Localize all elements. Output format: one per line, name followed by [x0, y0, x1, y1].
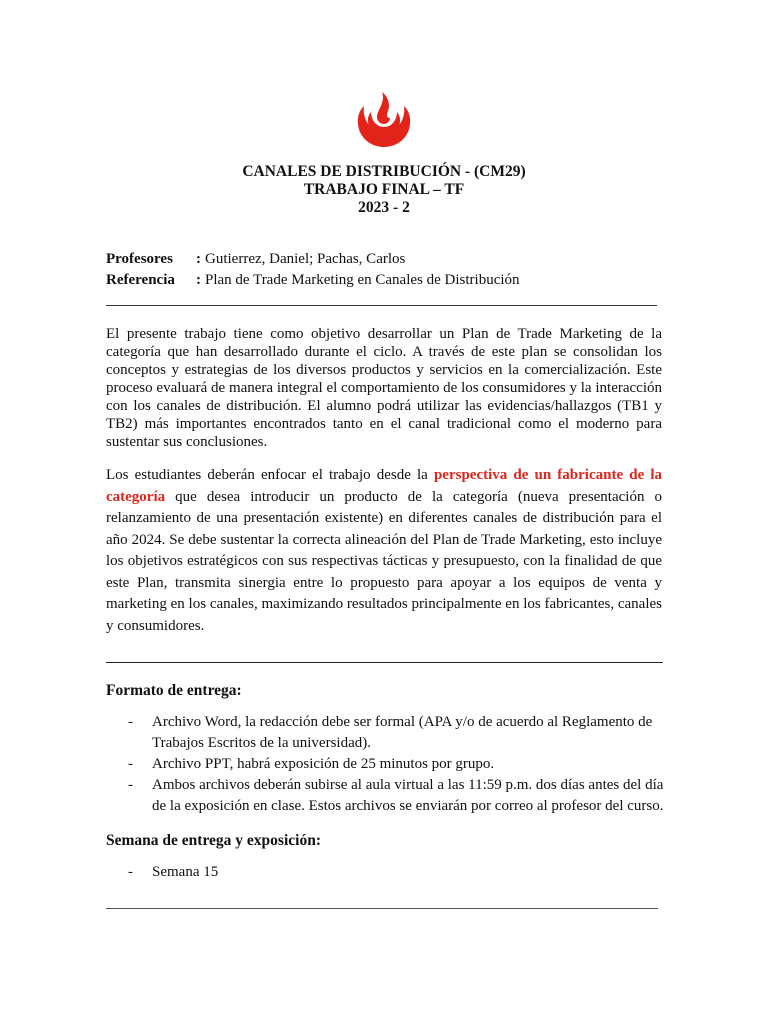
- list-item: [106, 712, 666, 754]
- bullet-dash: -: [128, 714, 133, 730]
- bullet-dash: -: [128, 777, 133, 793]
- referencia-value: Plan de Trade Marketing en Canales de Distribución: [205, 272, 520, 288]
- intro-paragraph: El presente trabajo tiene como objetivo desarrollar un Plan de Trade Marketing de la categoría que han desarrollado durante el ciclo. A través de este plan se consolidan los conceptos y estrategias de los diversos productos y servicios en la comercialización. Este proceso evaluará de manera integral el comportamiento de los consumidores y la interacción con los canales de distribución. El alumno podrá utilizar las evidencias/hallazgos (TB1 y TB2) más importantes encontrados tanto en el canal tradicional como el moderno para sustentar sus conclusiones.: [106, 326, 662, 450]
- list-item-text: Ambos archivos deberán subirse al aula virtual a las 11:59 p.m. dos días antes del día de la exposición en clase. Estos archivos se enviarán por correo al profesor del curso.: [152, 777, 664, 814]
- list-item: [106, 862, 666, 883]
- list-item-text: Archivo Word, la redacción debe ser formal (APA y/o de acuerdo al Reglamento de Trabajos Escritos de la universidad).: [152, 714, 653, 751]
- list-item: [106, 775, 666, 817]
- bullet-dash: -: [128, 864, 133, 880]
- scope-paragraph: [106, 465, 662, 637]
- formato-list: [106, 712, 666, 817]
- list-item: [106, 754, 666, 775]
- scope-text-start: Los estudiantes deberán enfocar el trabajo desde la: [106, 467, 434, 483]
- assignment-title: TRABAJO FINAL – TF: [303, 181, 465, 198]
- meta-row-profesores: [106, 249, 520, 270]
- header-divider: [106, 305, 657, 306]
- formato-heading: Formato de entrega:: [106, 682, 242, 699]
- upc-flame-logo-icon: [354, 90, 414, 150]
- term-title: 2023 - 2: [358, 199, 410, 216]
- list-item-text: Semana 15: [152, 864, 219, 880]
- footer-divider: [106, 908, 658, 909]
- referencia-separator: :: [196, 272, 201, 288]
- scope-highlight: perspectiva de un fabricante de la categoría: [106, 467, 663, 505]
- profesores-value: Gutierrez, Daniel; Pachas, Carlos: [205, 251, 406, 267]
- semana-list: [106, 862, 666, 883]
- course-title: CANALES DE DISTRIBUCIÓN - (CM29): [242, 163, 526, 180]
- profesores-separator: :: [196, 251, 201, 267]
- bullet-dash: -: [128, 756, 133, 772]
- list-item-text: Archivo PPT, habrá exposición de 25 minutos por grupo.: [152, 756, 495, 772]
- profesores-label: Profesores: [106, 251, 173, 267]
- document-title: [0, 163, 768, 217]
- scope-text-end: que desea introducir un producto de la categoría (nueva presentación o relanzamiento de una presentación existente) en diferentes canales de distribución para el año 2024. Se debe sustentar la correcta alineación del Plan de Trade Marketing, esto incluye los objetivos estratégicos con sus respectivas tácticas y presupuesto, con la finalidad de que este Plan, transmita sinergia entre lo propuesto para apoyar a los equipos de venta y marketing en los canales, maximizando resultados principalmente en los fabricantes, canales y consumidores.: [106, 488, 662, 634]
- meta-row-referencia: [106, 270, 520, 291]
- semana-heading: Semana de entrega y exposición:: [106, 832, 321, 849]
- referencia-label: Referencia: [106, 272, 175, 288]
- meta-block: [106, 249, 520, 291]
- section-divider: [106, 662, 663, 663]
